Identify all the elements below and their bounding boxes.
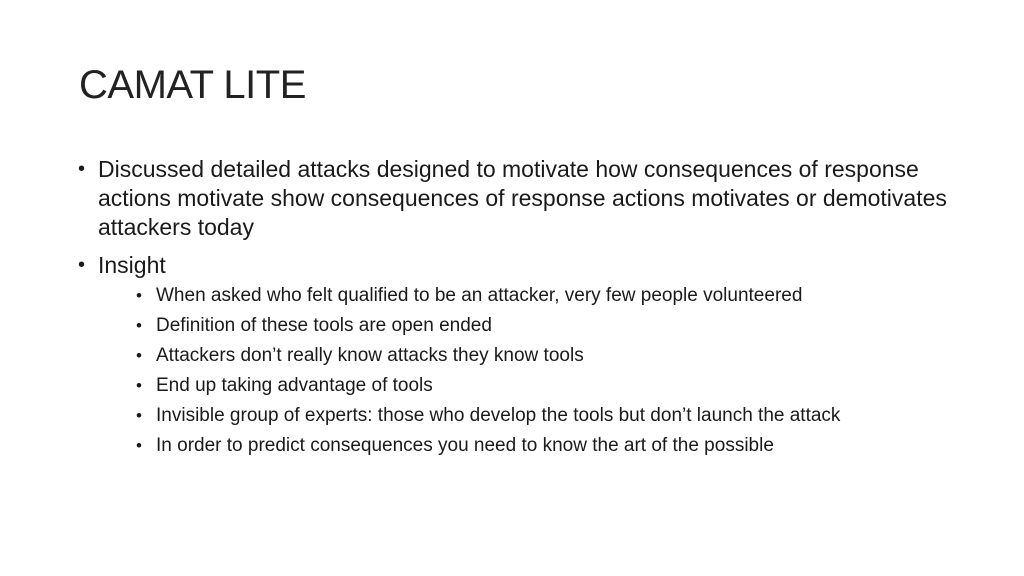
sub-bullet-text: Definition of these tools are open ended	[156, 315, 492, 336]
sub-bullet-item	[136, 434, 958, 458]
sub-bullet-text: When asked who felt qualified to be an attacker, very few people volunteered	[156, 285, 803, 306]
sub-bullet-text: Attackers don’t really know attacks they know tools	[156, 345, 584, 366]
bullet-icon: •	[136, 436, 142, 455]
bullet-icon: •	[136, 406, 142, 425]
sub-bullet-item	[136, 314, 958, 338]
bullet-icon: •	[136, 346, 142, 365]
bullet-item	[78, 251, 958, 458]
bullet-text: Insight	[98, 252, 166, 278]
sub-bullet-list	[98, 284, 958, 458]
sub-bullet-item	[136, 284, 958, 308]
bullet-icon: •	[136, 316, 142, 335]
bullet-icon: •	[78, 254, 86, 276]
sub-bullet-item	[136, 404, 958, 428]
bullet-icon: •	[136, 286, 142, 305]
sub-bullet-text: In order to predict consequences you need to know the art of the possible	[156, 435, 774, 456]
sub-bullet-item	[136, 344, 958, 368]
bullet-icon: •	[136, 376, 142, 395]
bullet-icon: •	[78, 158, 86, 180]
sub-bullet-text: End up taking advantage of tools	[156, 375, 433, 396]
sub-bullet-text: Invisible group of experts: those who develop the tools but don’t launch the attack	[156, 405, 841, 426]
bullet-item	[78, 155, 958, 242]
bullet-text: Discussed detailed attacks designed to motivate how consequences of response actions motivate show consequences of response actions motivates or demotivates attackers today	[98, 156, 947, 240]
slide-title: CAMAT LITE	[79, 63, 306, 107]
sub-bullet-item	[136, 374, 958, 398]
bullet-list	[78, 155, 958, 467]
